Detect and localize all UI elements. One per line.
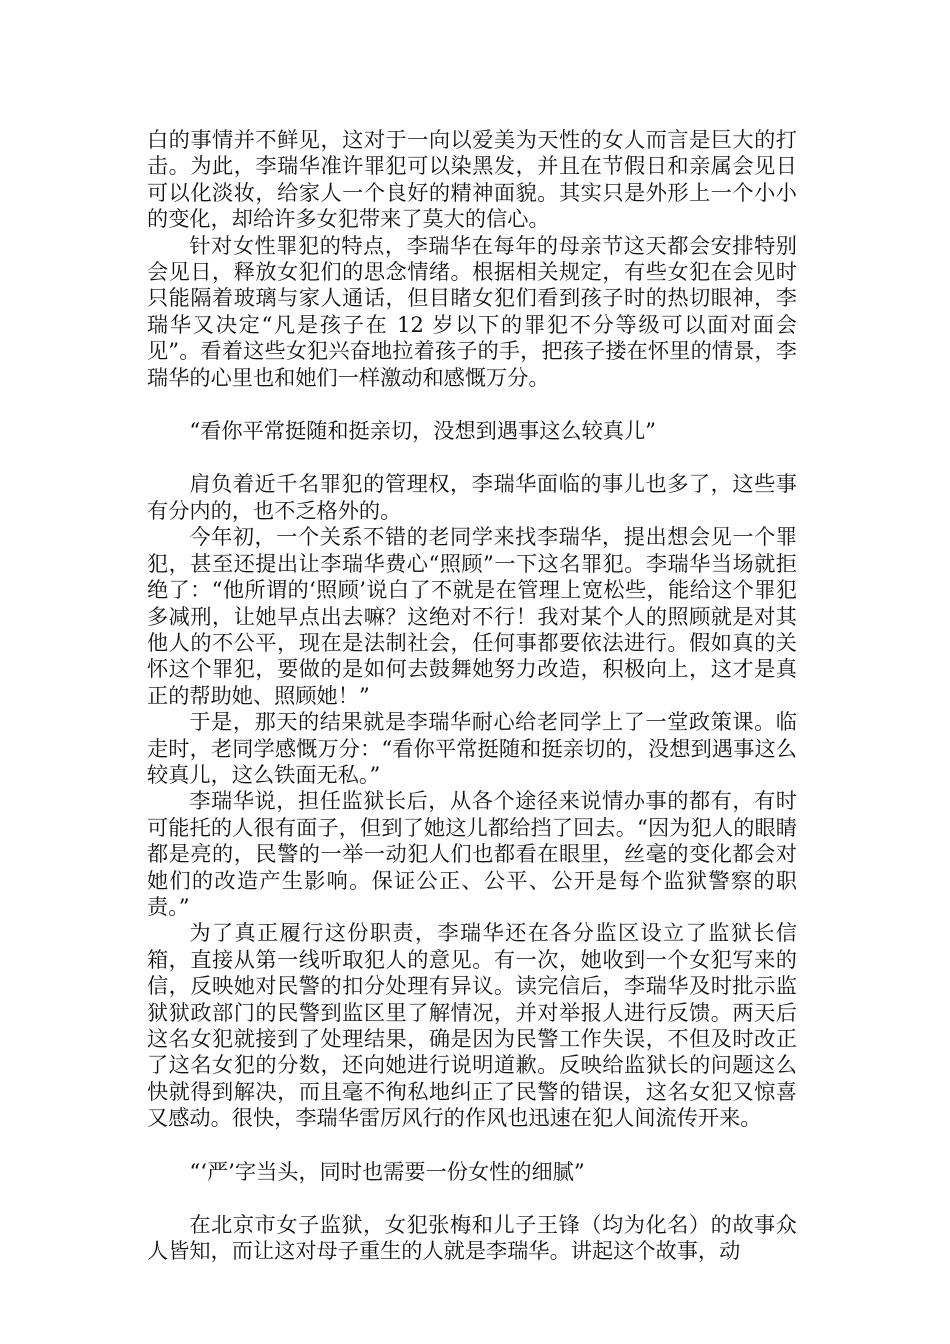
paragraph: 为了真正履行这份职责，李瑞华还在各分监区设立了监狱长信箱，直接从第一线听取犯人的意见。有一次，她收到一个女犯写来的信，反映她对民警的扣分处理有异议。读完信后，李瑞华及时批示监狱狱政部门的民警到监区里了解情况，并对举报人进行反馈。两天后这名女犯就接到了处理结果，确是因为民警工作失误，不但及时改正了这名女犯的分数，还向她进行说明道歉。反映给监狱长的问题这么快就得到解决，而且毫不徇私地纠正了民警的错误，这名女犯又惊喜又感动。很快，李瑞华雷厉风行的作风也迅速在犯人间流传开来。 (147, 920, 797, 1131)
paragraph: 李瑞华说，担任监狱长后，从各个途径来说情办事的都有，有时可能托的人很有面子，但到了她这儿都给挡了回去。“因为犯人的眼睛都是亮的，民警的一举一动犯人们也都看在眼里，丝毫的变化都会对她们的改造产生影响。保证公正、公平、公开是每个监狱警察的职责。” (147, 788, 797, 919)
paragraph: 在北京市女子监狱，女犯张梅和儿子王锋（均为化名）的故事众人皆知，而让这对母子重生的人就是李瑞华。讲起这个故事，动 (147, 1212, 797, 1264)
paragraph: 今年初，一个关系不错的老同学来找李瑞华，提出想会见一个罪犯，甚至还提出让李瑞华费心“照顾”一下这名罪犯。李瑞华当场就拒绝了：“他所谓的‘照顾’说白了不就是在管理上宽松些，能给这个罪犯多减刑，让她早点出去嘛？这绝对不行！我对某个人的照顾就是对其他人的不公平，现在是法制社会，任何事都要依法进行。假如真的关怀这个罪犯，要做的是如何去鼓舞她努力改造，积极向上，这才是真正的帮助她、照顾她！” (147, 524, 797, 708)
section-heading: “看你平常挺随和挺亲切，没想到遇事这么较真儿” (189, 418, 656, 444)
paragraph-continued: 白的事情并不鲜见，这对于一向以爱美为天性的女人而言是巨大的打击。为此，李瑞华准许罪犯可以染黑发，并且在节假日和亲属会见日可以化淡妆，给家人一个良好的精神面貌。其实只是外形上一个小小的变化，却给许多女犯带来了莫大的信心。 (147, 127, 797, 232)
paragraph: 肩负着近千名罪犯的管理权，李瑞华面临的事儿也多了，这些事有分内的，也不乏格外的。 (147, 471, 797, 523)
paragraph: 针对女性罪犯的特点，李瑞华在每年的母亲节这天都会安排特别会见日，释放女犯们的思念情绪。根据相关规定，有些女犯在会见时只能隔着玻璃与家人通话，但目睹女犯们看到孩子时的热切眼神，李瑞华又决定“凡是孩子在 12 岁以下的罪犯不分等级可以面对面会见”。看着这些女犯兴奋地拉着孩子的手，把孩子搂在怀里的情景，李瑞华的心里也和她们一样激动和感慨万分。 (147, 232, 797, 390)
section-heading: “‘严’字当头，同时也需要一份女性的细腻” (189, 1158, 585, 1184)
article-body (147, 127, 797, 1265)
paragraph: 于是，那天的结果就是李瑞华耐心给老同学上了一堂政策课。临走时，老同学感慨万分：“看你平常挺随和挺亲切的，没想到遇事这么较真儿，这么铁面无私。” (147, 709, 797, 787)
